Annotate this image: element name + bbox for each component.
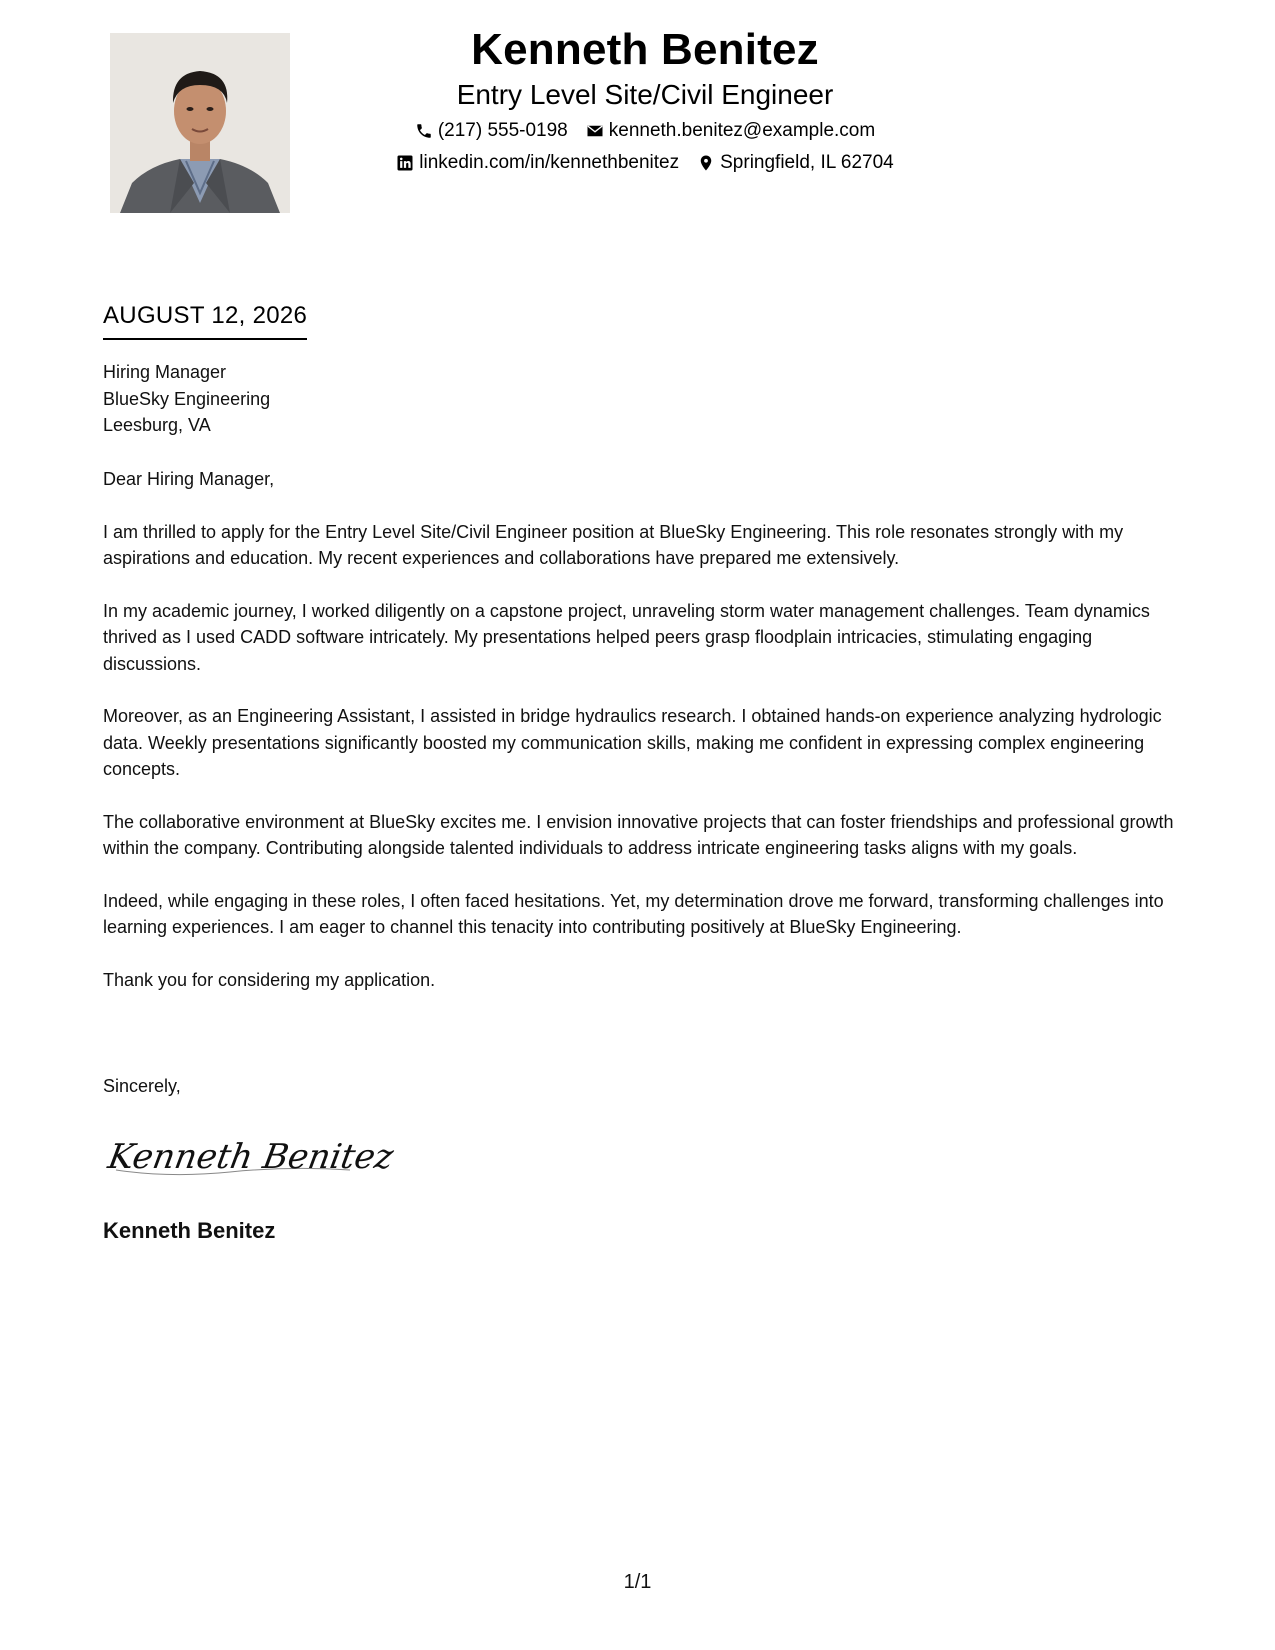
page-number: 1/1: [623, 1571, 652, 1593]
closing: Sincerely,: [103, 1076, 181, 1096]
contact-linkedin[interactable]: [396, 148, 679, 178]
email-text: kenneth.benitez@example.com: [608, 120, 876, 141]
letter-body: [103, 466, 1178, 1019]
contact-location: [697, 148, 894, 178]
paragraph-5: Indeed, while engaging in these roles, I often faced hesitations. Yet, my determination drove me forward, transforming challenges into learning experiences. I am eager to channel this tenacity into contributing positively at BlueSky Engineering.: [103, 890, 1164, 937]
contact-line-1: [300, 116, 990, 146]
profile-photo: [110, 33, 290, 213]
envelope-icon: [586, 122, 604, 140]
svg-text:Kenneth Benitez: Kenneth Benitez: [105, 1137, 397, 1177]
recipient-line-2: BlueSky Engineering: [103, 388, 271, 409]
paragraph-2: In my academic journey, I worked diligently on a capstone project, unraveling storm water management challenges. Team dynamics thrived as I used CADD software intricately. My presentations helped peers grasp floodplain intricacies, stimulating engaging discussions.: [103, 600, 1150, 674]
signer-name: Kenneth Benitez: [103, 1218, 276, 1243]
paragraph-6: Thank you for considering my application.: [103, 969, 436, 990]
linkedin-text: linkedin.com/in/kennethbenitez: [419, 152, 680, 173]
letter-header: [300, 22, 990, 178]
paragraph-3: Moreover, as an Engineering Assistant, I assisted in bridge hydraulics research. I obtained hands-on experience analyzing hydrologic data. Weekly presentations significantly boosted my communication skills, making me confident in expressing complex engineering concepts.: [103, 706, 1162, 779]
contact-email[interactable]: [586, 116, 875, 146]
applicant-name: Kenneth Benitez: [471, 25, 819, 74]
handwritten-signature: [105, 1126, 397, 1186]
recipient-block: [103, 359, 270, 439]
applicant-job-title: Entry Level Site/Civil Engineer: [456, 79, 834, 110]
salutation: Dear Hiring Manager,: [103, 469, 275, 489]
phone-text: (217) 555-0198: [437, 120, 568, 141]
location-text: Springfield, IL 62704: [720, 152, 894, 173]
paragraph-1: I am thrilled to apply for the Entry Level Site/Civil Engineer position at BlueSky Engineering. This role resonates strongly with my aspirations and education. My recent experiences and collaborations have prepared me extensively.: [103, 521, 1124, 568]
recipient-line-3: Leesburg, VA: [103, 415, 211, 435]
phone-icon: [415, 122, 433, 140]
contact-phone[interactable]: [415, 116, 568, 146]
map-pin-icon: [697, 154, 715, 172]
letter-date: AUGUST 12, 2026: [103, 300, 307, 340]
contact-line-2: [300, 148, 990, 178]
linkedin-icon: [396, 154, 414, 172]
recipient-line-1: Hiring Manager: [103, 362, 227, 382]
paragraph-4: The collaborative environment at BlueSky excites me. I envision innovative projects that can foster friendships and professional growth within the company. Contributing alongside talented individuals to address intricate engineering tasks aligns with my goals.: [103, 811, 1174, 858]
